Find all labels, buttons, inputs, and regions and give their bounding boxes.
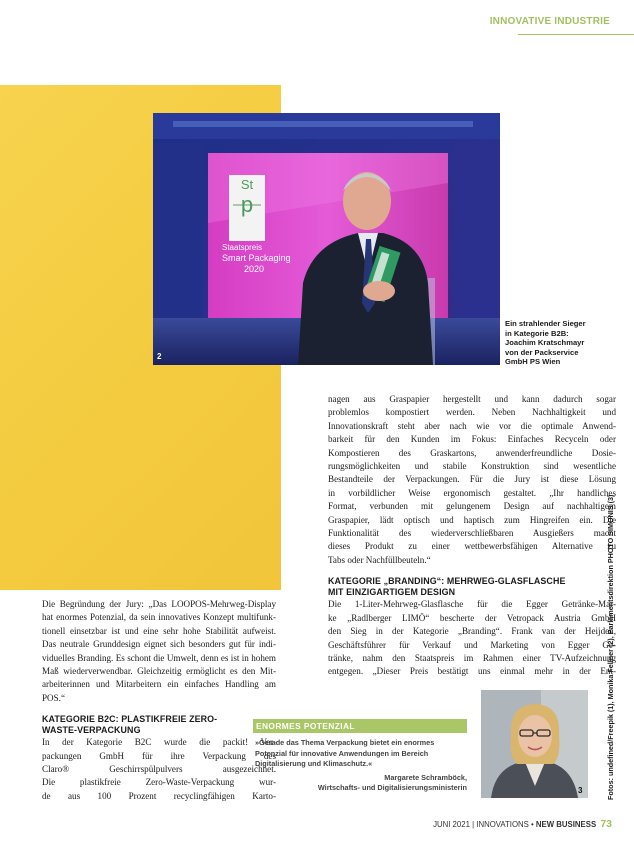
text-line: POS.“: [42, 692, 65, 703]
quote-box: [253, 719, 467, 794]
text-line: hat enormes Potenzial, da sein innovatives Konzept multifunk-: [42, 612, 276, 623]
magazine-name: INNOVATIONS: [476, 820, 529, 829]
quote-author: [253, 773, 467, 794]
quote-title: ENORMES POTENZIAL: [253, 719, 467, 733]
text-line: Tabs oder Nachfüllbeuteln.“: [328, 554, 431, 565]
heading-line: KATEGORIE „BRANDING“: MEHRWEG-GLASFLASCHE: [328, 576, 566, 587]
heading-line: WASTE-VERPACKUNG: [42, 725, 141, 736]
caption-line: Ein strahlender Sieger: [505, 319, 586, 328]
sign-text: [229, 177, 265, 217]
photo-credits: Fotos: undefined/Freepik (1), Monika Fellner (2), Parlamentsdirektion PHOTO SIMONIS (3): [606, 494, 615, 800]
paragraph: [42, 598, 276, 705]
caption-line: Joachim Kratschmayr: [505, 338, 585, 348]
text-line: Graspapier, lädt optisch und haptisch zum Hingreifen ein. Die: [328, 514, 616, 525]
quote-author-title: Wirtschafts- und Digitalisierungsministerin: [317, 783, 467, 792]
screen-text-line-1: Staatspreis: [222, 243, 263, 252]
section-heading: [328, 576, 616, 598]
photo-number: 2: [157, 352, 162, 361]
text-line: Kompostieren des Graskartons, anwenderfreundliche Dosie-: [328, 447, 616, 458]
text-line: ke „Radlberger LIMÖ“ bescherte der Vetropack Austria GmbH: [328, 612, 616, 623]
quote-line: »Gerade das Thema Verpackung bietet ein enormes: [255, 738, 435, 747]
text-line: viduelles Branding. Es schont die Umwelt, denn es ist in hohem: [42, 652, 276, 663]
sign-line-bottom: p: [240, 192, 254, 217]
brand-name: NEW BUSINESS: [535, 820, 597, 829]
text-line: Die 1-Liter-Mehrweg-Glasflasche für die Egger Getränke-Mar-: [328, 599, 616, 610]
text-line: tränke, nahm den Staatspreis im Rahmen einer TV-Aufzeichnung: [328, 652, 616, 663]
text-line: Format, verbunden mit gelungenem Design auf nachhaltigem: [328, 501, 616, 512]
text-line: arbeiterinnen und Mitarbeitern ein einfaches Handling am: [42, 679, 276, 690]
caption-line: in Kategorie B2B:: [505, 328, 569, 338]
section-heading: [42, 714, 276, 736]
issue-date: JUNI 2021: [433, 820, 470, 829]
text-line: problemlos kompostiert werden. Neben Nachhaltigkeit und: [328, 407, 616, 418]
text-line: Innovationskraft steht aber nach wie vor die optimale Anwend-: [328, 420, 616, 431]
text-line: Claro® Geschirrspülpulvers ausgezeichnet.: [42, 764, 276, 775]
text-line: de aus 100 Prozent recyclingfähigen Karto-: [42, 790, 276, 801]
text-line: Das neutrale Grunddesign eignet sich besonders gut für indi-: [42, 639, 276, 650]
section-label: INNOVATIVE INDUSTRIE: [489, 16, 610, 27]
caption-line: von der Packservice: [505, 347, 579, 357]
text-line: in vorbildlicher Weise ergonomisch gestaltet. „Ihr handliches: [328, 487, 616, 498]
heading-line: KATEGORIE B2C: PLASTIKFREIE ZERO-: [42, 714, 218, 725]
text-line: Maß wiederverwendbar. Gleichzeitig ermöglicht es den Mit-: [42, 666, 276, 677]
text-line: Die Begründung der Jury: „Das LOOPOS-Mehrweg-Display: [42, 599, 276, 609]
photo-caption: [505, 319, 615, 367]
page-number: 73: [600, 818, 612, 830]
text-line: rungsmöglichkeiten und stabile Konstruktion sind wesentliche: [328, 461, 616, 472]
heading-line: MIT EINZIGARTIGEM DESIGN: [328, 587, 456, 598]
text-line: dieses Produkt zu einer wettbewerbsfähigen Alternative zu: [328, 541, 616, 552]
header-rule: [518, 34, 634, 35]
caption-line: GmbH PS Wien: [505, 357, 561, 367]
text-line: Die plastikfreie Zero-Waste-Verpackung wur-: [42, 777, 276, 788]
text-line: tionell einsetzbar ist und eine sehr hohe Stabilität aufweist.: [42, 625, 276, 636]
text-line: entgegen. „Dieser Preis bestätigt uns einmal mehr in der Ent-: [328, 666, 616, 677]
text-line: In der Kategorie B2C wurde die packit! Ver-: [42, 737, 276, 748]
footer-separator: |: [472, 820, 475, 829]
text-line: Geschäftsführer für Verkauf und Marketing von Egger Ge-: [328, 639, 616, 650]
sign-line-top: St: [240, 177, 254, 192]
text-line: nagen aus Graspapier hergestellt und kann dadurch sogar: [328, 394, 616, 404]
paragraph: [328, 393, 616, 567]
paragraph: [42, 736, 276, 803]
quote-line: Potenzial für innovative Anwendungen im Bereich: [255, 748, 429, 758]
footer-bullet: •: [531, 820, 534, 829]
text-line: Funktionalität des wiederverschließbaren Ausgießers macht: [328, 528, 616, 539]
text-line: den Sieg in der Kategorie „Branding“. Frank van der Heijden,: [328, 626, 616, 637]
minister-portrait-photo: [481, 690, 588, 798]
quote-line: Digitalisierung und Klimaschutz.«: [255, 759, 373, 768]
award-winner-photo: [153, 113, 500, 365]
screen-text-line-2: Smart Packaging: [222, 253, 291, 263]
article-column-left: [42, 598, 276, 803]
text-line: Bestandteile der Verpackungen. Für die Jury ist diese Lösung: [328, 474, 616, 485]
screen-text-line-3: 2020: [244, 264, 265, 274]
screen-text: [222, 242, 291, 275]
text-line: packungen GmbH für ihre Verpackung des: [42, 750, 276, 761]
page-footer: [433, 818, 612, 830]
quote-author-name: Margarete Schramböck,: [384, 772, 467, 782]
quote-text: [253, 738, 467, 770]
photo-number: 3: [578, 786, 583, 795]
paragraph: [328, 598, 616, 678]
text-line: barkeit für den Kunden im Fokus: Einfaches Recyceln oder: [328, 434, 616, 445]
article-column-right: [328, 393, 616, 679]
